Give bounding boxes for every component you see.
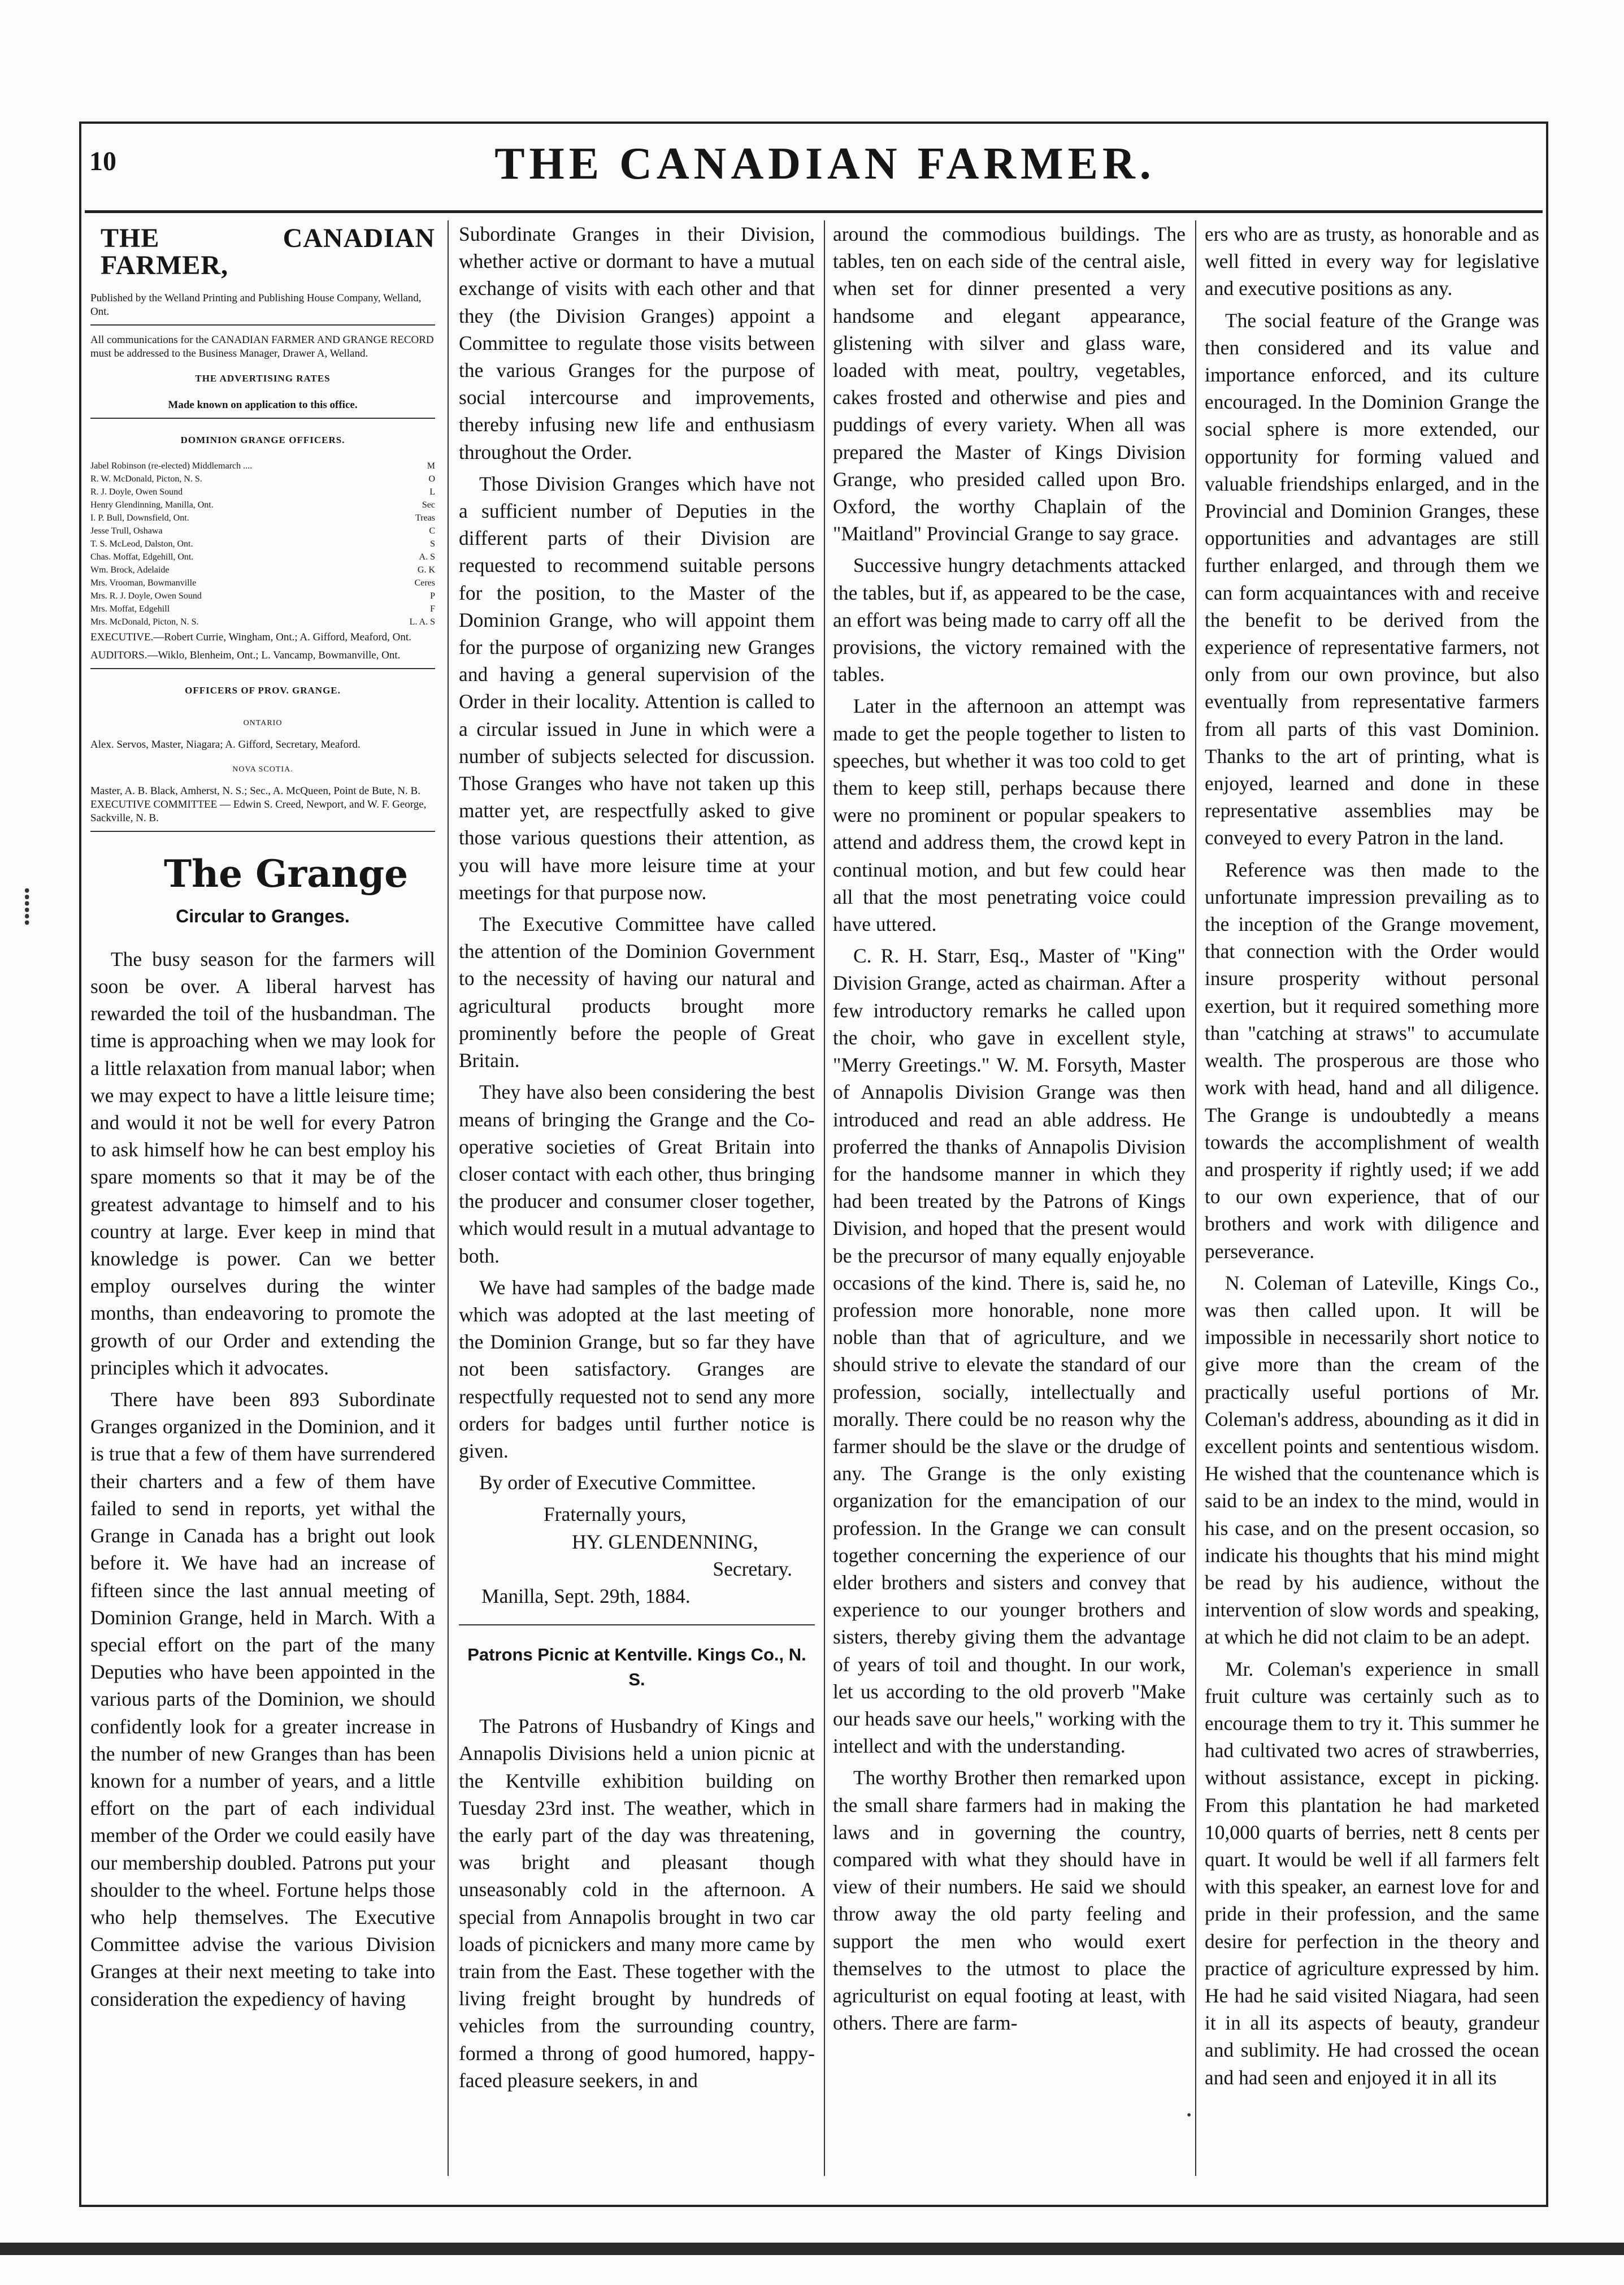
officer-row — [90, 498, 435, 511]
officer-office: Sec — [422, 500, 435, 510]
officer-row — [90, 485, 435, 498]
paragraph: There have been 893 Subordinate Granges organized in the Dominion, and it is true that a few of them have surrendered their charters and a few of them have failed to send in reports, yet withal the Grange in Canada has a bright out look before it. We have had an increase of fifteen since the last annual meeting of Dominion Grange, held in March. With a special effort on the part of the many Deputies who have been appointed in the various parts of the Dominion, we should confidently look for a greater increase in the number of new Granges than has been known for a number of years, and a little effort on the part of each individual member of the Order we could easily have our membership doubled. Patrons put your shoulder to the wheel. Fortune helps those who help themselves. The Executive Committee advise the various Division Granges at their next meeting to take into consideration the expediency of having — [90, 1388, 435, 2010]
paragraph: Those Division Granges which have not a sufficient number of Deputies in the different parts of their Division are requested to recommend suitable persons for the position, to the Master of the Dominion Grange, who will appoint them for the purpose of organizing new Granges and having a general supervision of the Order in their locality. Attention is called to a circular issued in June in which were a number of subjects selected for discussion. Those Granges who have not taken up this matter yet, are respectfully asked to give those various questions their attention, as you will have more leisure time at your meetings for that purpose now. — [459, 472, 815, 904]
officer-row — [90, 472, 435, 485]
paragraph: C. R. H. Starr, Esq., Master of "King" Division Grange, acted as chairman. After a few introductory remarks he called upon the choir, who gave in excellent style, "Merry Greetings." W. M. Forsyth, Master of Annapolis Division Grange was then introduced and read an able address. He proferred the thanks of Annapolis Division for the handsome manner in which they had been treated by the Patrons of Kings Division, and hoped that the present would be the precursor of many equally enjoyable occasions of the kind. There is, said he, no profession more honorable, none more noble than that of agriculture, and we should strive to elevate the standard of our profession, socially, intellectually and morally. There could be no reason why the farmer should be the slave or the drudge of any. The Grange is the only existing organization for the emancipation of our profession. In the Grange we can consult together concerning the experience of our elder brothers and sisters and convey that experience to our younger brothers and sisters, thereby giving them the advantage of years of toil and thought. In our work, let us according to the old proverb "Make our heads save our heels," working with the intellect and with the understanding. — [833, 944, 1186, 1758]
page-dot: • — [1187, 2108, 1192, 2123]
officer-row — [90, 550, 435, 563]
paragraph: around the commodious buildings. The tables, ten on each side of the central aisle, when set for dinner presented a very handsome and elegant appearance, glistening with silver and glass ware, loaded with meat, poultry, vegetables, cakes frosted and otherwise and pies and puddings of every variety. When all was prepared the Master of Kings Division Grange, who presided called upon Bro. Oxford, the worthy Chaplain of the "Maitland" Provincial Grange to say grace. — [833, 223, 1186, 545]
paper-title: THE CANADIAN FARMER, — [101, 223, 435, 281]
column-3 — [833, 220, 1186, 2182]
officer-name: Jabel Robinson (re-elected) Middlemarch .... — [90, 461, 253, 471]
officer-name: Mrs. R. J. Doyle, Owen Sound — [90, 591, 202, 601]
officer-office: Ceres — [414, 578, 435, 588]
officer-name: Mrs. Moffat, Edgehill — [90, 604, 170, 614]
ontario-officers: Alex. Servos, Master, Niagara; A. Gifford, Secretary, Meaford. — [90, 739, 361, 751]
picnic-heading: Patrons Picnic at Kentville. Kings Co., N. S. — [467, 1645, 806, 1690]
nova-scotia-officers: Master, A. B. Black, Amherst, N. S.; Sec., A. McQueen, Point de Bute, N. B. EXECUTIVE COMMITTEE — Edwin S. Creed, Newport, and W. F. George, Sackville, N. B. — [90, 785, 427, 825]
column-divider — [1195, 220, 1196, 2176]
auditors-note: AUDITORS.—Wiklo, Blenheim, Ont.; L. Vancamp, Bowmanville, Ont. — [90, 649, 401, 661]
signature-closing: Fraternally yours, — [544, 1503, 687, 1526]
grange-section-title: The Grange — [164, 852, 409, 896]
officer-name: Chas. Moffat, Edgehill, Ont. — [90, 552, 194, 562]
paragraph: The Patrons of Husbandry of Kings and Annapolis Divisions held a union picnic at the Kentville exhibition building on Tuesday 23rd inst. The weather, which in the early part of the day was threatening, was bright and pleasant though unseasonably cold in the afternoon. A special from Annapolis brought in two car loads of picnickers and many more came by train from the East. These together with the living freight brought by hundreds of vehicles from the surrounding country, formed a throng of good humored, happy-faced pleasure seekers, in and — [459, 1715, 815, 2092]
officer-row — [90, 615, 435, 628]
nova-scotia-heading: NOVA SCOTIA. — [232, 765, 293, 774]
column-1 — [90, 220, 435, 2182]
signature-name: HY. GLENDENNING, — [572, 1530, 758, 1553]
column-divider — [824, 220, 825, 2176]
officer-name: Mrs. McDonald, Picton, N. S. — [90, 617, 199, 627]
officer-office: O — [428, 474, 435, 484]
column-divider — [448, 220, 449, 2176]
officer-name: Wm. Brock, Adelaide — [90, 565, 170, 575]
officer-office: Treas — [415, 513, 435, 523]
divider — [90, 418, 435, 419]
officer-name: R. W. McDonald, Picton, N. S. — [90, 474, 202, 484]
divider — [90, 831, 435, 832]
column-4 — [1205, 220, 1539, 2182]
ad-rates-note: Made known on application to this office. — [168, 398, 358, 411]
dominion-officers-heading: DOMINION GRANGE OFFICERS. — [180, 434, 345, 445]
officer-name: R. J. Doyle, Owen Sound — [90, 487, 183, 497]
executive-note: EXECUTIVE.—Robert Currie, Wingham, Ont.; A. Gifford, Meaford, Ont. — [90, 631, 411, 643]
divider — [90, 668, 435, 669]
prov-officers-heading: OFFICERS OF PROV. GRANGE. — [185, 684, 341, 696]
officer-row — [90, 563, 435, 576]
officer-row — [90, 459, 435, 472]
officer-name: Mrs. Vrooman, Bowmanville — [90, 578, 197, 588]
paragraph: N. Coleman of Lateville, Kings Co., was then called upon. It will be impossible in necessarily short notice to give more than the cream of the practically useful portions of Mr. Coleman's address, abounding as it did in excellent points and sententious wisdom. He wished that the countenance which is said to be an index to the mind, would in his case, and on the present occasion, so indicate his thoughts that his mind might be read by his audience, without the intervention of slow words and speaking, at which he did not claim to be an adept. — [1205, 1271, 1539, 1649]
margin-specks: ⸽ — [23, 888, 32, 925]
paragraph: We have had samples of the badge made which was adopted at the last meeting of the Dominion Grange, but so far they have not been satisfactory. Granges are respectfully requested not to send any more orders for badges until further notice is given. — [459, 1276, 815, 1462]
masthead-rule — [85, 210, 1543, 213]
circular-heading: Circular to Granges. — [176, 905, 350, 926]
scan-edge-shadow — [0, 2243, 1624, 2255]
officer-office: C — [429, 526, 435, 536]
officers-list — [90, 459, 435, 628]
officer-name: I. P. Bull, Downsfield, Ont. — [90, 513, 189, 523]
officer-name: Jesse Trull, Oshawa — [90, 526, 163, 536]
paragraph: Mr. Coleman's experience in small fruit culture was certainly such as to encourage them to try it. This summer he had cultivated two acres of strawberries, without assistance, except in picking. From this plantation he had marketed 10,000 quarts of berries, nett 8 cents per quart. It would be well if all farmers felt with this speaker, an earnest love for and pride in their profession, and the same desire for perfection in the theory and practice of agriculture expressed by him. He had he said visited Niagara, had seen it in all its aspects of beauty, grandeur and sublimity. He had crossed the ocean and had seen and enjoyed it in all its — [1205, 1657, 1539, 2089]
officer-row — [90, 589, 435, 602]
signature-title: Secretary. — [713, 1557, 792, 1580]
page-number: 10 — [89, 146, 116, 176]
paragraph: They have also been considering the best means of bringing the Grange and the Co-operative societies of Great Britain into closer contact with each other, thus bringing the producer and consumer closer together, which would result in a mutual advantage to both. — [459, 1081, 815, 1267]
officer-row — [90, 576, 435, 589]
officer-row — [90, 524, 435, 537]
officer-row — [90, 511, 435, 524]
masthead: THE CANADIAN FARMER. — [494, 139, 1156, 189]
officer-office: L — [429, 487, 435, 497]
officer-office: A. S — [419, 552, 435, 562]
paragraph: Later in the afternoon an attempt was made to get the people together to listen to speeches, but whether it was too cold to get them to keep still, perhaps because there were no prominent or popular speakers to attend and address them, the crowd kept in continual motion, and but few could hear all that the most penetrating voice could have uttered. — [833, 695, 1186, 936]
divider — [459, 1624, 815, 1625]
paragraph: The Executive Committee have called the attention of the Dominion Government to the necessity of having our natural and agricultural products brought more prominently before the people of Great Britain. — [459, 913, 815, 1072]
ontario-heading: ONTARIO — [243, 719, 283, 728]
officer-office: L. A. S — [409, 617, 435, 627]
paragraph: The busy season for the farmers will soon be over. A liberal harvest has rewarded the toil of the husbandman. The time is approaching when we may look for a little relaxation from manual labor; when we may expect to have a little leisure time; and would it not be well for every Patron to ask himself how he can best employ his spare moments so that it may be of the greatest advantage to himself and to his country at large. Ever keep in mind that knowledge is power. Can we better employ ourselves during the winter months, than endeavoring to promote the growth of our Order and extending the principles which it advocates. — [90, 947, 435, 1379]
paragraph: Successive hungry detachments attacked the tables, but if, as appeared to be the case, an effort was being made to carry off all the provisions, the victory remained with the tables. — [833, 554, 1186, 686]
publisher-note: Published by the Welland Printing and Publishing House Company, Welland, Ont. — [90, 292, 422, 318]
officer-row — [90, 537, 435, 550]
paragraph: ers who are as trusty, as honorable and as well fitted in every way for legislative and executive positions as any. — [1205, 223, 1539, 300]
communications-note: All communications for the CANADIAN FARMER AND GRANGE RECORD must be addressed to the Business Manager, Drawer A, Welland. — [90, 334, 434, 360]
officer-office: P — [430, 591, 435, 601]
officer-name: T. S. McLeod, Dalston, Ont. — [90, 539, 193, 549]
paragraph: Reference was then made to the unfortunate impression prevailing as to the inception of the Grange movement, that connection with the Order would insure prosperity without personal exertion, but it required something more than "catching at straws" to accumulate wealth. The prosperous are those who work with head, hand and all diligence. The Grange is undoubtedly a means towards the accomplishment of wealth and prosperity if rightly used; if we add to our own experience, that of our brothers and work with diligence and perseverance. — [1205, 858, 1539, 1263]
officer-office: S — [430, 539, 435, 549]
paragraph: The worthy Brother then remarked upon the small share farmers had in making the laws and in governing the country, compared with what they should have in view of their numbers. He said we should throw away the old party feeling and support the men who would exert themselves to the utmost to place the agriculturist on equal footing at least, with others. There are farm- — [833, 1766, 1186, 2035]
officer-name: Henry Glendinning, Manilla, Ont. — [90, 500, 214, 510]
ad-rates-heading: THE ADVERTISING RATES — [195, 373, 331, 384]
paragraph: By order of Executive Committee. — [479, 1471, 756, 1494]
officer-row — [90, 602, 435, 615]
officer-office: G. K — [417, 565, 435, 575]
paragraph: Subordinate Granges in their Division, whether active or dormant to have a mutual exchange of visits with each other and that they (the Division Granges) appoint a Committee to regulate those visits between the various Granges for the purpose of social intercourse and improvements, thereby infusing new life and enthusiasm throughout the Order. — [459, 223, 815, 463]
paragraph: The social feature of the Grange was then considered and its value and importance enforced, and its culture encouraged. In the Dominion Grange the social sphere is more extended, our opportunity for forming valued and valuable friendships enlarged, and in the Provincial and Dominion Granges, these opportunities and advantages are still further enlarged, and through them we can form acquaintances with and receive the benefit to be derived from the experience of representative farmers, not only from our own province, but also eventually from representative farmers from all parts of this vast Dominion. Thanks to the art of printing, what is enjoyed, learned and done in these representative assemblies may be conveyed to every Patron in the land. — [1205, 309, 1539, 849]
officer-office: M — [427, 461, 435, 471]
divider — [90, 324, 435, 326]
signature-place-date: Manilla, Sept. 29th, 1884. — [481, 1584, 691, 1607]
column-2 — [459, 220, 815, 2182]
officer-office: F — [430, 604, 435, 614]
